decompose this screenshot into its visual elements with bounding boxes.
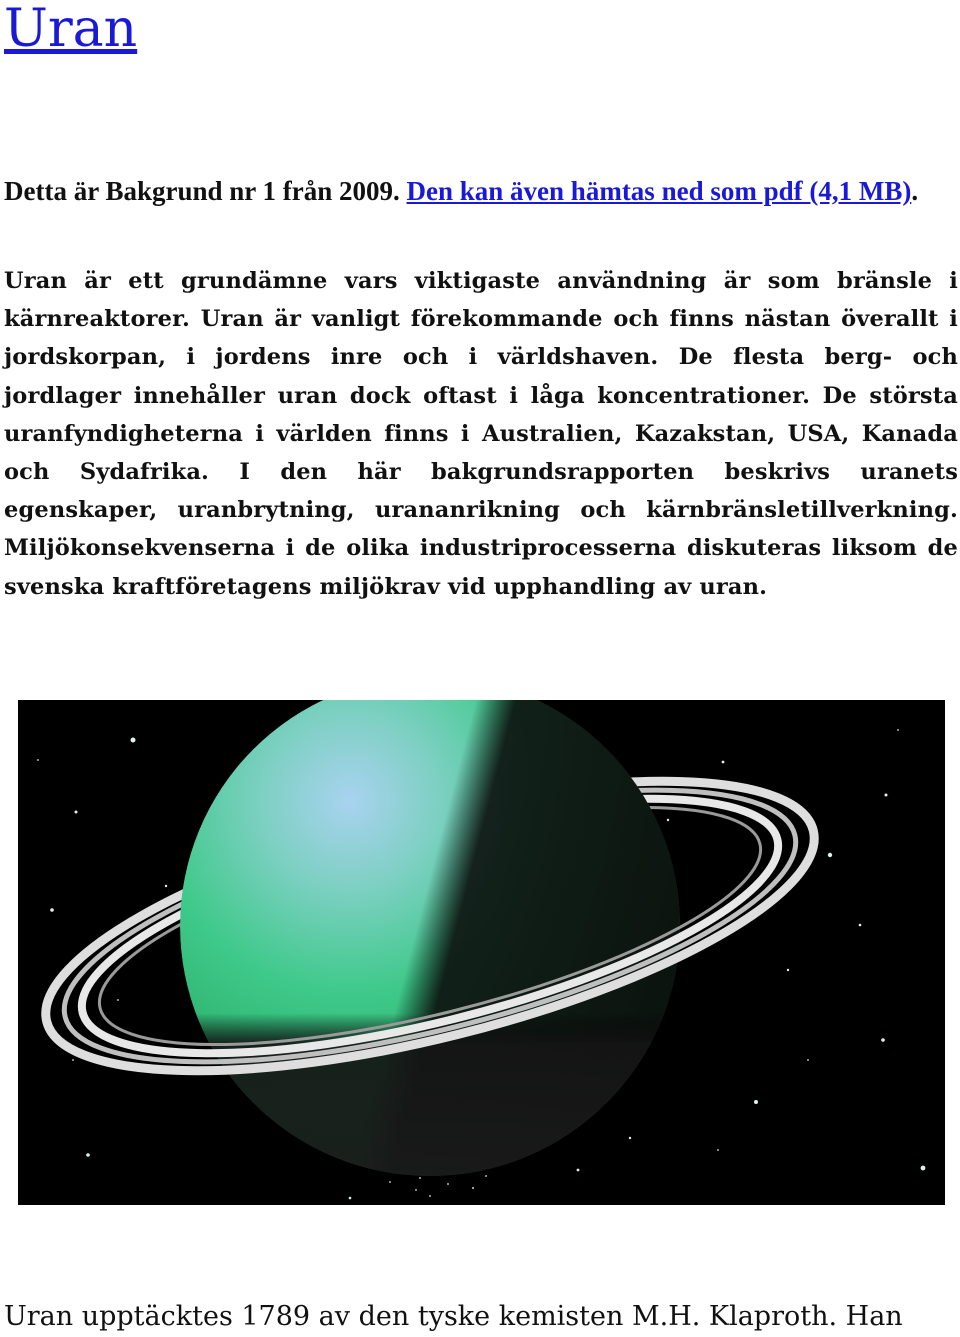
summary-sentence-6: Miljökonsekvenserna i de olika industriprocesserna diskuteras liksom de svenska kraftföretagens miljökrav vid upphandling av uran. <box>4 535 958 600</box>
summary-sentence-5: I den här bakgrundsrapporten beskrivs uranets egenskaper, uranbrytning, urananrikning och kärnbränsletillverkning. <box>4 459 959 524</box>
ringed-planet-icon <box>18 700 945 1205</box>
summary-sentence-3: De flesta berg- och jordlager innehåller uran dock oftast i låga koncentrationer. <box>4 344 959 409</box>
intro-trailing-period: . <box>911 176 919 206</box>
intro-text: Detta är Bakgrund nr 1 från 2009. <box>4 176 407 206</box>
summary-sentence-4: De största uranfyndigheterna i världen finns i Australien, Kazakstan, USA, Kanada och Sydafrika. <box>4 382 958 486</box>
intro-paragraph <box>4 172 960 210</box>
summary-sentence-1: Uran är ett grundämne vars viktigaste användning är som bränsle i kärnreaktorer. <box>4 268 958 333</box>
continuation-text: Uran upptäcktes 1789 av den tyske kemisten M.H. Klaproth. Han <box>4 1301 903 1332</box>
summary-sentence-2: Uran är vanligt förekommande och finns nästan överallt i jordskorpan, i jordens inre och i världshaven. <box>4 306 958 371</box>
title-link[interactable]: Uran <box>4 0 138 59</box>
page-title <box>4 0 137 58</box>
pdf-download-link[interactable]: Den kan även hämtas ned som pdf (4,1 MB) <box>406 176 912 206</box>
summary-paragraph <box>4 262 958 606</box>
uranus-illustration <box>18 700 945 1205</box>
